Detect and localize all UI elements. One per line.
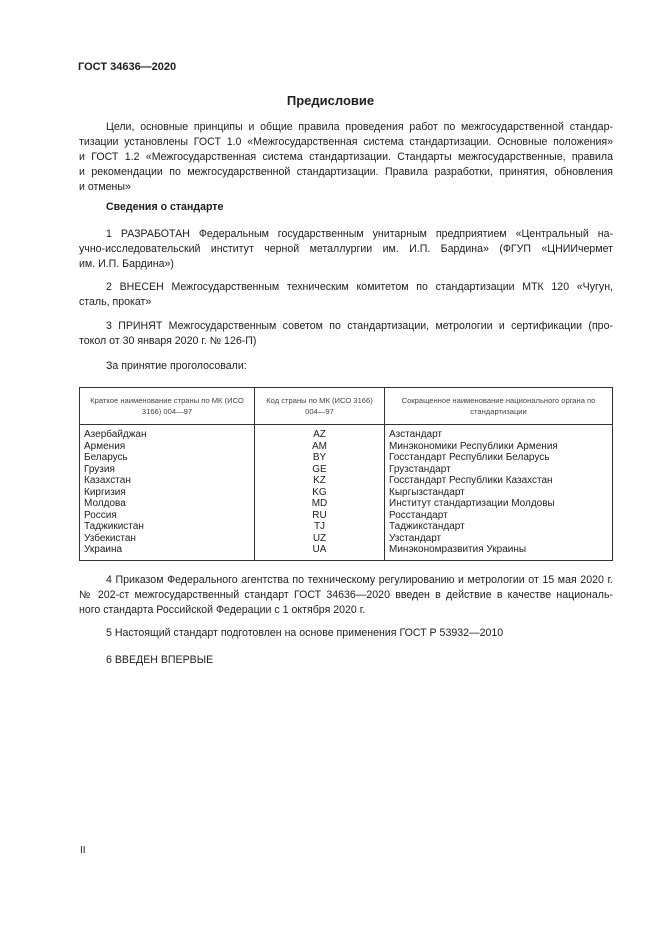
cell-body: Узстандарт	[385, 533, 613, 545]
voted-label: За принятие проголосовали:	[106, 360, 247, 372]
section-subtitle: Сведения о стандарте	[106, 201, 224, 213]
cell-body: Институт стандартизации Молдовы	[385, 498, 613, 510]
item-2-paragraph	[79, 280, 613, 310]
cell-code: BY	[255, 452, 385, 464]
item-1-line: им. И.П. Бардина»)	[79, 258, 174, 270]
cell-code: UA	[255, 544, 385, 560]
cell-code: UZ	[255, 533, 385, 545]
cell-body: Минэкономики Республики Армения	[385, 441, 613, 453]
table-row	[80, 464, 613, 476]
item-2-line: 2 ВНЕСЕН Межгосударственным техническим комитетом по стандартизации МТК 120 «Чугун,	[106, 281, 613, 293]
cell-country: Киргизия	[80, 487, 255, 499]
table-row	[80, 533, 613, 545]
intro-line: и рекомендации по межгосударственной стандартизации. Правила разработки, принятия, обновления	[79, 166, 613, 178]
cell-country: Беларусь	[80, 452, 255, 464]
item-4-line: № 202-ст межгосударственный стандарт ГОСТ 34636—2020 введен в действие в качестве националь-	[79, 589, 613, 601]
table-row	[80, 544, 613, 560]
table-body	[80, 425, 613, 561]
table-row	[80, 425, 613, 441]
table-row	[80, 498, 613, 510]
voting-table	[79, 387, 613, 561]
cell-code: KG	[255, 487, 385, 499]
cell-code: RU	[255, 510, 385, 522]
cell-code: KZ	[255, 475, 385, 487]
header-code: Код страны по МК (ИСО 3166) 004—97	[255, 388, 385, 425]
table-row	[80, 510, 613, 522]
intro-line: тизации установлены ГОСТ 1.0 «Межгосударственная система стандартизации. Основные положения»	[79, 136, 613, 148]
cell-body: Росстандарт	[385, 510, 613, 522]
item-1-paragraph	[79, 227, 613, 272]
cell-code: AZ	[255, 425, 385, 441]
table-row	[80, 521, 613, 533]
intro-line: Цели, основные принципы и общие правила проведения работ по межгосударственной стандар-	[106, 121, 613, 133]
item-3-line: токол от 30 января 2020 г. № 126-П)	[79, 335, 257, 347]
cell-code: MD	[255, 498, 385, 510]
cell-country: Украина	[80, 544, 255, 560]
item-4-line: 4 Приказом Федерального агентства по техническому регулированию и метрологии от 15 мая 2020 г.	[106, 574, 613, 586]
cell-country: Россия	[80, 510, 255, 522]
intro-line: и ГОСТ 1.2 «Межгосударственная система стандартизации. Стандарты межгосударственные, правила	[79, 151, 613, 163]
cell-body: Азстандарт	[385, 425, 613, 441]
document-id: ГОСТ 34636—2020	[78, 61, 177, 73]
cell-country: Армения	[80, 441, 255, 453]
item-1-line: учно-исследовательский институт черной металлургии им. И.П. Бардина» (ФГУП «ЦНИИчермет	[79, 243, 613, 255]
cell-body: Госстандарт Республики Казахстан	[385, 475, 613, 487]
intro-line: и отмены»	[79, 181, 131, 193]
item-5: 5 Настоящий стандарт подготовлен на основе применения ГОСТ Р 53932—2010	[106, 627, 504, 639]
cell-country: Грузия	[80, 464, 255, 476]
table-row	[80, 441, 613, 453]
table-row	[80, 487, 613, 499]
cell-body: Минэкономразвития Украины	[385, 544, 613, 560]
cell-body: Таджикстандарт	[385, 521, 613, 533]
item-1-line: 1 РАЗРАБОТАН Федеральным государственным унитарным предприятием «Центральный на-	[106, 228, 613, 240]
cell-country: Таджикистан	[80, 521, 255, 533]
item-6: 6 ВВЕДЕН ВПЕРВЫЕ	[106, 654, 214, 666]
header-country: Краткое наименование страны по МК (ИСО 3166) 004—97	[80, 388, 255, 425]
table-row	[80, 475, 613, 487]
cell-body: Кыргызстандарт	[385, 487, 613, 499]
table-row	[80, 452, 613, 464]
cell-code: AM	[255, 441, 385, 453]
cell-code: GE	[255, 464, 385, 476]
cell-country: Узбекистан	[80, 533, 255, 545]
cell-code: TJ	[255, 521, 385, 533]
item-2-line: сталь, прокат»	[79, 296, 152, 308]
cell-country: Казахстан	[80, 475, 255, 487]
intro-paragraph	[79, 120, 613, 195]
item-4-paragraph	[79, 573, 613, 618]
cell-country: Азербайджан	[80, 425, 255, 441]
cell-country: Молдова	[80, 498, 255, 510]
item-3-line: 3 ПРИНЯТ Межгосударственным советом по стандартизации, метрологии и сертификации (про-	[106, 320, 613, 332]
cell-body: Грузстандарт	[385, 464, 613, 476]
table-header-row	[80, 388, 613, 425]
item-4-line: ного стандарта Российской Федерации с 1 октября 2020 г.	[79, 604, 366, 616]
page-title: Предисловие	[286, 93, 375, 108]
cell-body: Госстандарт Республики Беларусь	[385, 452, 613, 464]
page-number: II	[80, 845, 86, 856]
item-3-paragraph	[79, 319, 613, 349]
header-body: Сокращенное наименование национального органа по стандартизации	[385, 388, 613, 425]
